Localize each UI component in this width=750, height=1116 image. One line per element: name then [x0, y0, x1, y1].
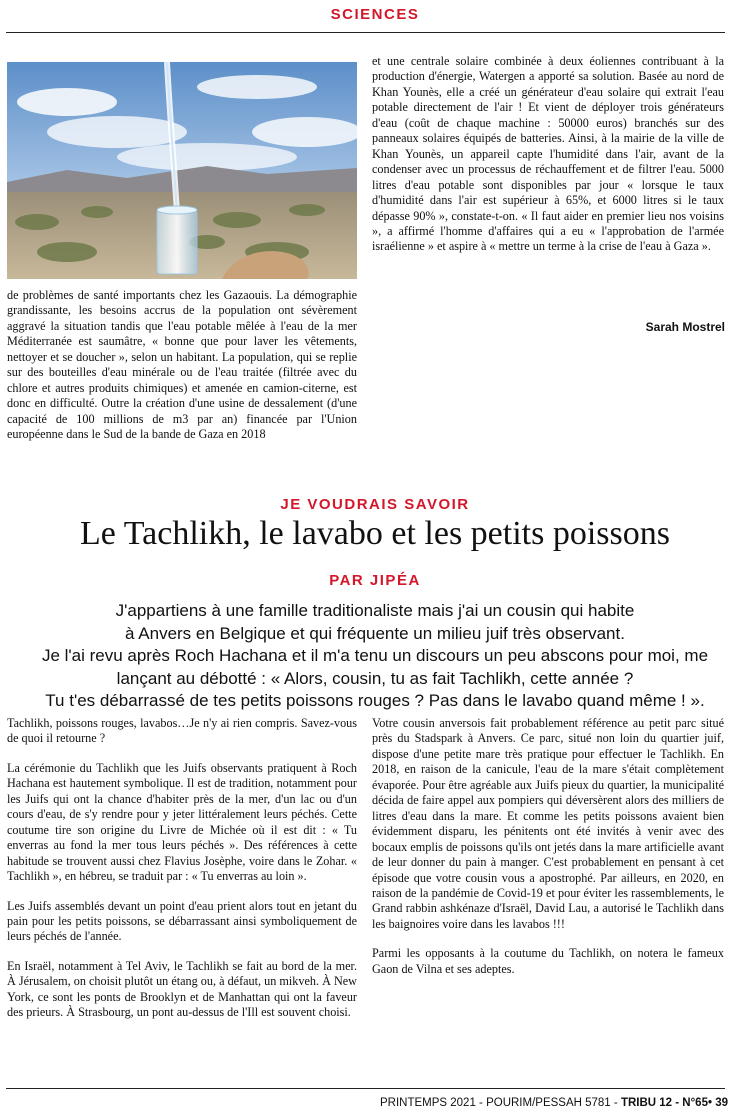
chapo-line: Tu t'es débarrassé de tes petits poissons rouges ? Pas dans le lavabo quand même ! ». — [45, 691, 705, 710]
article2-paragraph: La cérémonie du Tachlikh que les Juifs observants pratiquent à Roch Hachana est hautement symbolique. Il est de tradition, notamment pour les Juifs qui ont la chance d'habiter près de la mer, d'un lac ou d'un cours d'eau, de s'y rendre pour y jeter littéralement leurs péchés. Cette coutume tire son origine du Livre de Michée où il est dit : « Tu enverras au fond la mer tous leurs péchés ». Des références à cette habitude se trouvent aussi chez Flavius Josèphe, voire dans le Zohar. « Tachlikh », en hébreu, se traduit par : « Tu enverras au loin ». — [7, 760, 357, 884]
chapo-line: J'appartiens à une famille traditionaliste mais j'ai un cousin qui habite — [115, 601, 635, 620]
article1-left-text: de problèmes de santé importants chez les Gazaouis. La démographie grandissante, les besoins accrus de la population ont sévèrement aggravé la situation tandis que l'eau potable mêlée à l'eau de la mer Méditerranée est saumâtre, « bonne que pour laver les vêtements, nettoyer et se doucher », selon un habitant. La population, qui se replie sur des bouteilles d'eau minérale ou de l'eau traitée (filtrée avec du chlore et autres produits chimiques) et amenée en camion-citerne, est donc en difficulté. Outre la création d'une usine de dessalement (d'une capacité de 100 millions de m3 par an) financée par l'Union européenne dans le Sud de la bande de Gaza en 2018 — [7, 288, 357, 442]
article2-title: Le Tachlikh, le lavabo et les petits poissons — [80, 515, 670, 552]
footer-page-number: • 39 — [707, 1097, 728, 1109]
article2-left-column — [7, 716, 357, 1021]
footer-rule — [6, 1088, 725, 1089]
chapo-line: à Anvers en Belgique et qui fréquente un milieu juif très observant. — [125, 623, 625, 643]
article1-right-column — [372, 54, 724, 255]
desert-water-glass-photo — [7, 62, 357, 279]
article2-kicker: JE VOUDRAIS SAVOIR — [280, 496, 470, 513]
article2-paragraph: Tachlikh, poissons rouges, lavabos…Je n'y ai rien compris. Savez-vous de quoi il retourne ? — [7, 716, 357, 746]
chapo-line: Je l'ai revu après Roch Hachana et il m'a tenu un discours un peu abscons pour moi, me — [41, 646, 709, 665]
section-label: SCIENCES — [330, 6, 420, 23]
article1-left-column — [7, 288, 357, 443]
article2-paragraph: Parmi les opposants à la coutume du Tachlikh, on notera le fameux Gaon de Vilna et ses adeptes. — [372, 946, 724, 976]
article1-author: Sarah Mostrel — [645, 320, 725, 334]
page-footer — [380, 1097, 728, 1109]
article2-right-column — [372, 716, 724, 977]
article2-paragraph: Votre cousin anversois fait probablement référence au petit parc situé près du Stadspark à Anvers. Ce parc, situé non loin du quartier juif, dispose d'une petite mare très pratique pour effectuer le Tachlikh. En 2018, en raison de la canicule, l'eau de la mare s'était complètement évaporée. Pour être agréable aux Juifs pieux du quartier, la municipalité décida de faire appel aux pompiers qui déversèrent alors des milliers de litres d'eau dans la mare. Et comme les petits poissons avaient bien évidemment disparu, les pénitents ont été invités à venir avec des bocaux emplis de poissons qu'ils ont jetés dans la mare artificielle avant de leur donner du pain à manger. C'est probablement en pensant à cet épisode que votre cousin vous a apostrophé. Par ailleurs, en 2020, en raison de la pandémie de Covid-19 et pour éviter les rassemblements, le Grand rabbin ashkénaze d'Israël, David Lau, a autorisé le Tachlikh dans les baignoires voire dans les lavabos !!! — [372, 716, 724, 931]
article2-paragraph: En Israël, notamment à Tel Aviv, le Tachlikh se fait au bord de la mer. À Jérusalem, on choisit plutôt un étang ou, à défaut, un mikveh. À New York, ce sont les ponts de Brooklyn et de Manhattan qui ont la faveur des prieurs. À Strasbourg, un pont au-dessus de l'Ill est souvent choisi. — [7, 958, 357, 1020]
article-photo — [7, 62, 357, 279]
article2-chapo — [20, 600, 730, 713]
footer-magazine: TRIBU 12 - N°65 — [620, 1097, 708, 1109]
article2-byline: PAR JIPÉA — [329, 572, 421, 589]
article1-right-text: et une centrale solaire combinée à deux éoliennes contribuant à la production d'énergie, Watergen a apporté sa solution. Basée au nord de Khan Younès, elle a créé un générateur d'eau solaire qui extrait l'eau potable directement de l'air ! Et vient de déployer trois générateurs d'eau (coût de chaque machine : 50000 euros) branchés sur des panneaux solaires équipés de batteries. Ainsi, à la mairie de la ville de Khan Younès, un appareil capte l'humidité dans l'air, avant de la condenser avec un processus de réchauffement et de filtrer l'eau. 5000 litres d'eau potable sont disponibles par jour « lorsque le taux d'humidité dans l'air est supérieur à 65%, et 6000 litres si le taux dépasse 90% », constate-t-on. « Il faut aider en premier lieu nos voisins », a affirmé l'homme d'affaires qui a eu « l'approbation de l'armée israélienne » et aspire à « mettre un terme à la crise de l'eau à Gaza ». — [372, 54, 724, 254]
header-rule — [6, 32, 725, 33]
chapo-line: lançant au débotté : « Alors, cousin, tu as fait Tachlikh, cette année ? — [116, 668, 634, 688]
footer-issue: PRINTEMPS 2021 - POURIM/PESSAH 5781 - — [379, 1097, 621, 1109]
article2-paragraph: Les Juifs assemblés devant un point d'eau prient alors tout en jetant du pain pour les petits poissons, se débarrassant ainsi symboliquement de leurs péchés de l'année. — [7, 898, 357, 944]
